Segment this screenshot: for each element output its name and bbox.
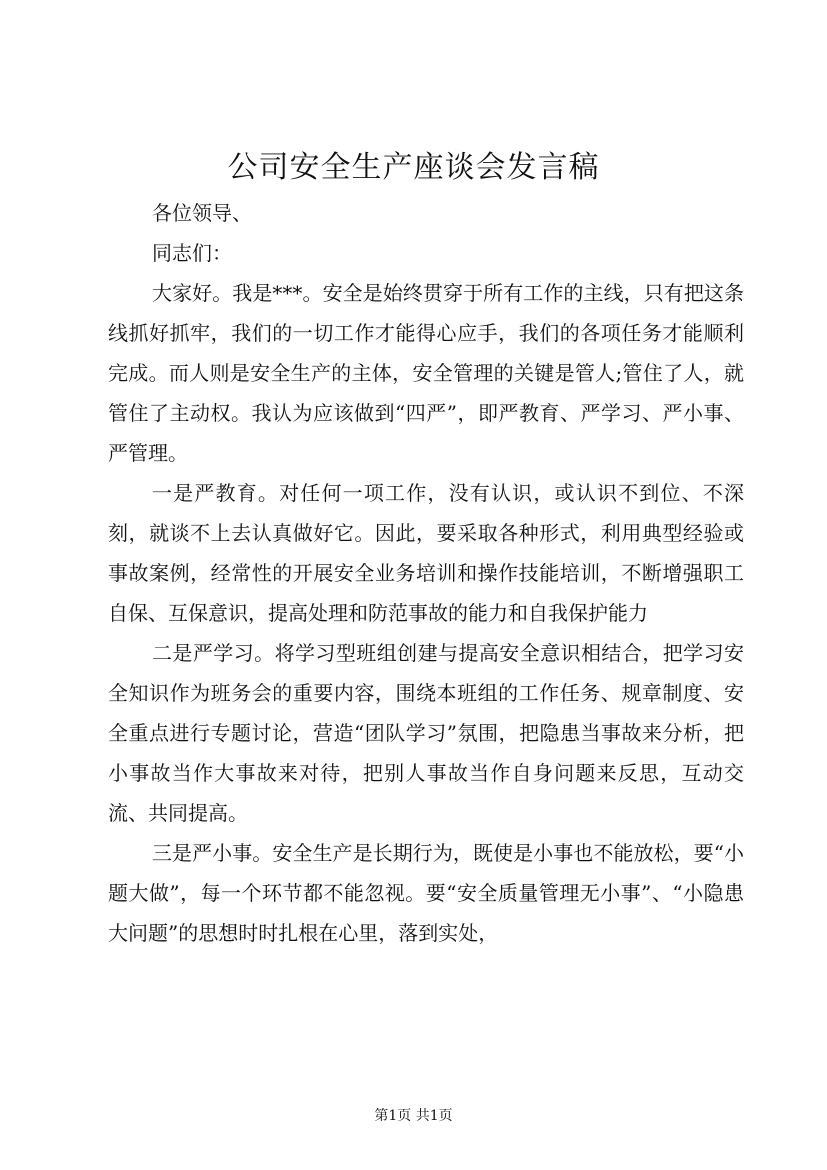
paragraph-strict-small-matters: 三是严小事。安全生产是长期行为，既使是小事也不能放松，要“小题大做”，每一个环节都不能忽视。要“安全质量管理无小事”、“小隐患大问题”的思想时时扎根在心里，落到实处， — [108, 841, 744, 945]
salutation-leaders: 各位领导、 — [152, 201, 252, 225]
salutation-comrades: 同志们： — [152, 241, 232, 265]
paragraph-opening: 大家好。我是***。安全是始终贯穿于所有工作的主线，只有把这条线抓好抓牢，我们的一切工作才能得心应手，我们的各项任务才能顺利完成。而人则是安全生产的主体，安全管理的关键是管人;管住了人，就管住了主动权。我认为应该做到“四严”，即严教育、严学习、严小事、严管理。 — [108, 281, 744, 465]
page-footer: 第1页 共1页 — [374, 1108, 453, 1124]
paragraph-strict-education: 一是严教育。对任何一项工作，没有认识，或认识不到位、不深刻，就谈不上去认真做好它。因此，要采取各种形式，利用典型经验或事故案例，经常性的开展安全业务培训和操作技能培训，不断增强职工自保、互保意识，提高处理和防范事故的能力和自我保护能力 — [108, 481, 744, 625]
paragraph-strict-study: 二是严学习。将学习型班组创建与提高安全意识相结合，把学习安全知识作为班务会的重要内容，围绕本班组的工作任务、规章制度、安全重点进行专题讨论，营造“团队学习”氛围，把隐患当事故来分析，把小事故当作大事故来对待，把别人事故当作自身问题来反思，互动交流、共同提高。 — [108, 641, 744, 825]
document-body — [108, 193, 744, 953]
document-title: 公司安全生产座谈会发言稿 — [227, 150, 600, 185]
